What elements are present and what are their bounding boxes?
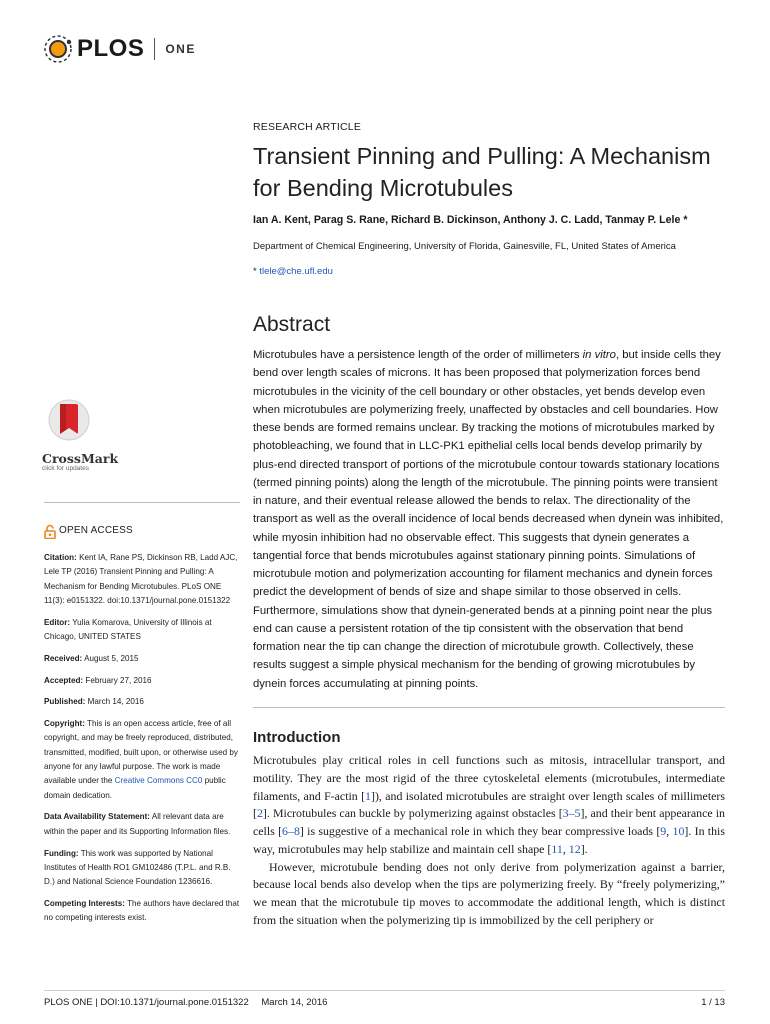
reference-link[interactable]: 9	[660, 824, 667, 838]
logo-brand: PLOS	[77, 35, 145, 62]
correspondence-email[interactable]: tlele@che.ufl.edu	[259, 266, 333, 277]
crossmark-icon	[48, 398, 90, 444]
cc0-link[interactable]: Creative Commons CC0	[114, 776, 203, 786]
copyright: Copyright: This is an open access article, free of all copyright, and may be freely reproduced, distributed, transmitted, modified, built upon, or otherwise used by anyone for any lawful purpose. The work is made available under the Creative Commons CC0 public domain dedication.	[44, 719, 238, 800]
crossmark-label: CrossMark	[42, 451, 119, 466]
affiliation: Department of Chemical Engineering, University of Florida, Gainesville, FL, United States of America	[253, 241, 676, 252]
reference-link[interactable]: 11	[551, 841, 563, 856]
page-footer	[44, 997, 725, 1008]
abstract-divider	[253, 707, 725, 708]
correspondence-marker: *	[253, 266, 257, 277]
open-access-badge	[44, 524, 240, 539]
open-lock-icon	[44, 524, 56, 539]
journal-logo	[42, 32, 196, 66]
footer-journal: PLOS ONE | DOI:10.1371/journal.pone.0151322	[44, 997, 249, 1008]
reference-link[interactable]: 2	[256, 806, 263, 821]
abstract-heading: Abstract	[253, 313, 331, 336]
article-title: Transient Pinning and Pulling: A Mechanism for Bending Microtubules	[253, 143, 711, 201]
reference-link[interactable]: 12	[568, 841, 581, 856]
logo-journal: ONE	[165, 42, 196, 56]
abstract-text: Microtubules have a persistence length of the order of millimeters in vitro, but inside cells they bend over length scales of microns. It has been proposed that polymerization forces bend microtubules in the vicinity of the cell boundary or other obstacles, yet bends develop even when microtubules are polymerizing freely, unaffected by obstacles and cell boundaries. How these bends are formed remains unclear. By tracking the motions of microtubules marked by photobleaching, we found that in LLC-PK1 epithelial cells local bends develop primarily by plus-end directed transport of portions of the microtubule contour towards stationary locations (termed pinning points) along the length of the microtubule. The pinning points were transient in nature, and their eventual release allowed the bends to relax. The directionality of the transport as well as the overall incidence of local bends decreased when dynein was inhibited, while myosin inhibition had no observable effect. This suggests that dynein generates a tangential force that bends microtubules against stationary pinning points. Simulations of microtubule motion and polymerization accounting for filament mechanics and dynein forces predict the development of bends of size and shape similar to those observed in cells. Furthermore, simulations show that dynein-generated bends at a pinning point near the plus end can cause a persistent rotation of the tip consistent with the observation that bend formation near the tip can change the direction of microtubule growth. Collectively, these results suggest a simple physical mechanism for the bending of growing microtubules by dynein forces accumulating at pinning points.	[253, 349, 724, 690]
reference-link[interactable]: 3–5	[562, 806, 581, 821]
intro-paragraph: However, microtubule bending does not only derive from polymerization against a barrier, because local bends also develop when the tips are polymerizing freely. By “freely polymerizing,” we mean that the microtubule tip moves to accommodate the additional length, which is distinct from the situation when the polymerizing tip is immobilized by the cell periphery or	[253, 859, 725, 927]
footer-divider	[44, 990, 725, 991]
editor: Editor: Yulia Komarova, University of Illinois at Chicago, UNITED STATES	[44, 617, 212, 641]
sidebar-divider	[44, 502, 240, 503]
author-list: Ian A. Kent, Parag S. Rane, Richard B. Dickinson, Anthony J. C. Ladd, Tanmay P. Lele *	[253, 214, 688, 226]
citation: Citation: Kent IA, Rane PS, Dickinson RB, Ladd AJC, Lele TP (2016) Transient Pinning and Pulling: A Mechanism for Bending Microtubules. PLoS ONE 11(3): e0151322. doi:10.1371/journal.pone.0151322	[44, 553, 238, 605]
intro-paragraph: Microtubules play critical roles in cell functions such as mitosis, intracellular transport, and motility. They are the most rigid of the three cytoskeletal elements (microtubules, intermediate filaments, and F-actin [1]), and isolated microtubules are straight over length scales of millimeters [2]. Microtubules can buckle by polymerizing against obstacles [3–5], and their bent appearance in cells [6–8] is suggestive of a mechanical role in which they bear compressive loads [9, 10]. In this way, microtubules may help stabilize and maintain cell shape [11, 12].	[253, 753, 725, 856]
competing-interests: Competing Interests: The authors have declared that no competing interests exist.	[44, 898, 240, 923]
footer-date: March 14, 2016	[261, 997, 328, 1008]
open-access-label: OPEN ACCESS	[59, 525, 133, 537]
data-availability: Data Availability Statement: All relevant data are within the paper and its Supporting Information files.	[44, 812, 231, 836]
introduction-text	[253, 752, 725, 930]
plos-logo-icon	[42, 33, 74, 65]
reference-link[interactable]: 1	[365, 788, 371, 803]
article-type: RESEARCH ARTICLE	[253, 121, 362, 133]
crossmark-sublabel: click for updates	[42, 465, 89, 472]
logo-divider	[154, 38, 155, 60]
funding: Funding: This work was supported by National Institutes of Health RO1 GM102486 (T.P.L. and R.B. D.) and National Science Foundation 1236616.	[44, 848, 231, 887]
reference-link[interactable]: 10	[672, 824, 685, 838]
introduction-heading: Introduction	[253, 729, 341, 746]
crossmark-badge[interactable]	[42, 398, 122, 472]
article-info-sidebar	[44, 524, 240, 933]
received-date: Received: August 5, 2015	[44, 653, 139, 663]
reference-link[interactable]: 6–8	[282, 824, 300, 838]
italic-term: in vitro	[582, 349, 616, 361]
accepted-date: Accepted: February 27, 2016	[44, 675, 152, 685]
page-number: 1 / 13	[701, 997, 725, 1008]
published-date: Published: March 14, 2016	[44, 697, 144, 707]
correspondence	[253, 266, 333, 277]
